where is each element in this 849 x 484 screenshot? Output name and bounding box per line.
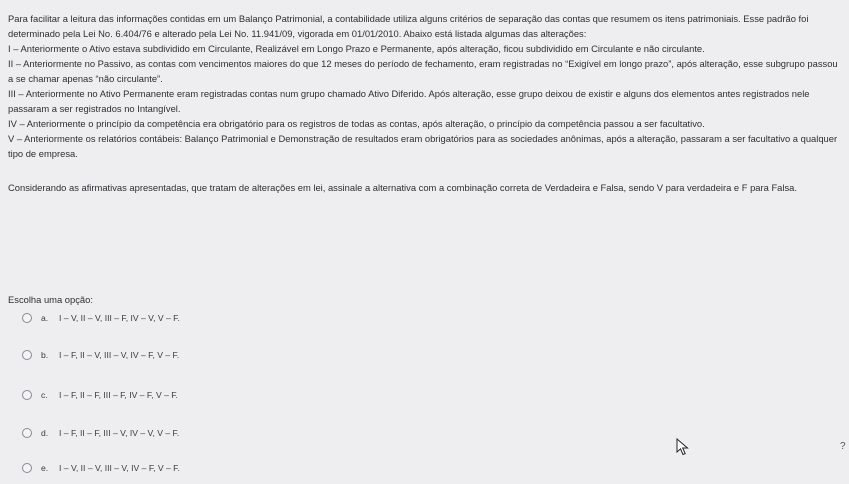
question-prompt: Considerando as afirmativas apresentadas, que tratam de alterações em lei, assinale a alternativa com a combinação correta de Verdadeira e Falsa, sendo V para verdadeira e F para Falsa. — [8, 182, 797, 193]
statement-3: III – Anteriormente no Ativo Permanente eram registradas contas num grupo chamado Ativo Diferido. Após alteração, esse grupo deixou de existir e alguns dos elementos antes registrados nele passaram a ser registrados no Intangível. — [8, 88, 810, 114]
option-c-radio[interactable] — [22, 390, 32, 400]
option-e-radio[interactable] — [22, 463, 32, 473]
option-d-text[interactable]: I – F, II – F, III – V, IV – V, V – F. — [59, 428, 180, 438]
option-a-radio[interactable] — [22, 313, 32, 323]
option-e-letter: e. — [41, 463, 49, 473]
statement-2: II – Anteriormente no Passivo, as contas com vencimentos maiores do que 12 meses do período de fechamento, eram registradas no “Exigível em longo prazo”, após alteração, esse subgrupo passou a se chamar apenas “não circulante”. — [8, 58, 838, 84]
question-text — [8, 11, 840, 195]
option-a-letter: a. — [41, 313, 49, 323]
statement-5: V – Anteriormente os relatórios contábeis: Balanço Patrimonial e Demonstração de resultados eram obrigatórios para as sociedades anônimas, após a alteração, passaram a ser facultativo a qualquer tipo de empresa. — [8, 133, 838, 159]
choose-label: Escolha uma opção: — [8, 294, 93, 305]
question-intro: Para facilitar a leitura das informações contidas em um Balanço Patrimonial, a contabilidade utiliza alguns critérios de separação das contas que resumem os itens patrimoniais. Esse padrão foi determinado pela Lei No. 6.404/76 e alterado pela Lei No. 11.941/09, vigorada em 01/01/2010. Abaixo está listada algumas das alterações: — [8, 13, 809, 39]
option-d[interactable] — [22, 426, 179, 440]
option-c-text[interactable]: I – F, II – F, III – F, IV – F, V – F. — [59, 390, 178, 400]
option-e[interactable] — [22, 461, 180, 475]
option-d-radio[interactable] — [22, 428, 32, 438]
option-a-text[interactable]: I – V, II – V, III – F, IV – V, V – F. — [59, 313, 180, 323]
option-c-letter: c. — [41, 390, 48, 400]
option-b-radio[interactable] — [22, 350, 32, 360]
statement-1: I – Anteriormente o Ativo estava subdividido em Circulante, Realizável em Longo Prazo e Permanente, após alteração, ficou subdividido em Circulante e não circulante. — [8, 43, 705, 54]
option-d-letter: d. — [41, 428, 49, 438]
statement-4: IV – Anteriormente o princípio da competência era obrigatório para os registros de todas as contas, após alteração, o princípio da competência passou a ser facultativo. — [8, 118, 705, 129]
option-b[interactable] — [22, 348, 179, 362]
option-a[interactable] — [22, 311, 180, 325]
option-e-text[interactable]: I – V, II – V, III – V, IV – F, V – F. — [59, 463, 180, 473]
help-icon[interactable]: ? — [840, 441, 846, 452]
option-b-letter: b. — [41, 350, 49, 360]
option-c[interactable] — [22, 388, 178, 402]
option-b-text[interactable]: I – F, II – V, III – V, IV – F, V – F. — [59, 350, 180, 360]
mouse-pointer-icon — [676, 438, 690, 456]
